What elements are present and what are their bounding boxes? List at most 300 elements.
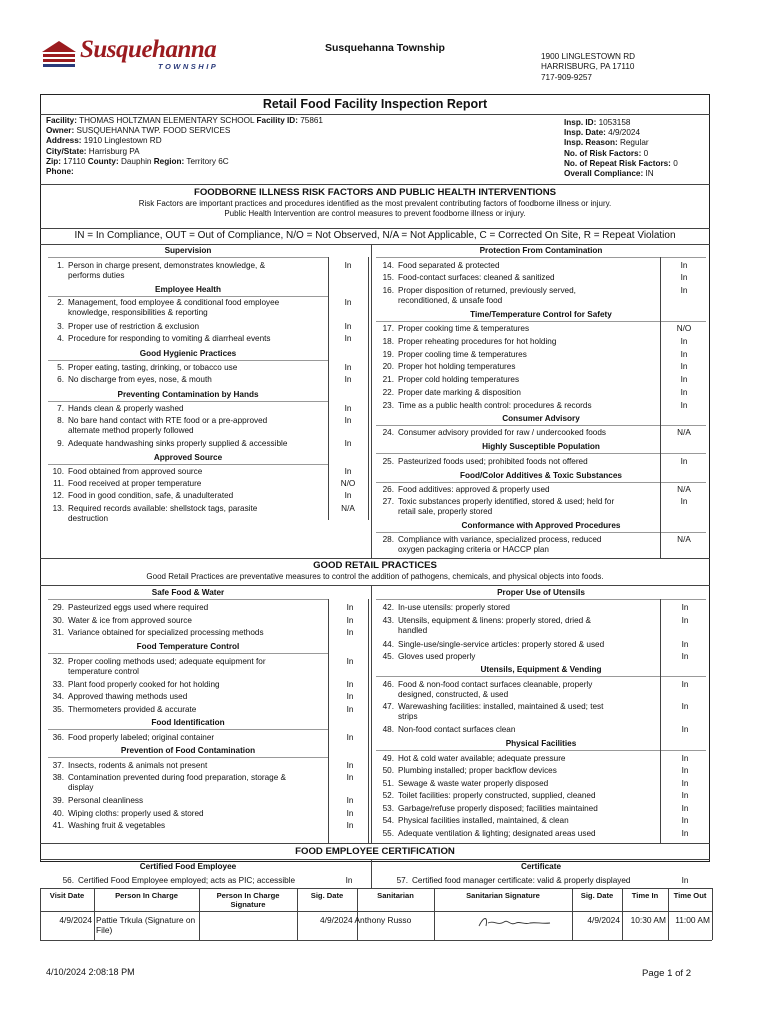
item-text-line xyxy=(44,680,220,690)
item-text-line xyxy=(374,261,500,271)
item-number: 39. xyxy=(52,796,64,805)
subheading-rule xyxy=(376,425,706,426)
item-text: Adequate ventilation & lighting; designated areas used xyxy=(398,829,596,838)
time-in-cell: 10:30 AM xyxy=(630,915,666,925)
item-text-line xyxy=(44,467,202,477)
item-text-line xyxy=(374,545,601,555)
risk-section-desc: Public Health Intervention are control measures to prevent foodborne illness or injury. xyxy=(224,209,526,218)
subheading: Good Hygienic Practices xyxy=(139,349,237,358)
inspection-info xyxy=(564,118,678,179)
item-text-line xyxy=(44,363,237,373)
risk-right-item-status: In xyxy=(680,401,688,410)
item-text-line xyxy=(374,497,614,507)
column-divider xyxy=(371,585,372,843)
item-text: Food in good condition, safe, & unadulterated xyxy=(68,491,234,500)
risk-section-desc: Risk Factors are important practices and procedures identified as the most prevalent contributing factors of foodborne illness or injury. xyxy=(138,199,612,208)
item-text-line xyxy=(374,324,529,334)
item-text-line xyxy=(44,809,204,819)
item-text: Management, food employee & conditional food employee xyxy=(68,298,280,307)
item-text: Plant food properly cooked for hot holding xyxy=(68,680,220,689)
org-address-line: 717-909-9257 xyxy=(541,72,592,82)
risk-count-label: No. of Risk Factors: xyxy=(564,148,642,158)
risk-right-item xyxy=(374,388,521,398)
item-number: 54. xyxy=(382,816,394,825)
item-text-line xyxy=(44,705,196,715)
good-left-item-status: In xyxy=(346,773,354,782)
item-number: 32. xyxy=(52,657,64,666)
risk-right-item-status: In xyxy=(680,273,688,282)
good-right-item-status: In xyxy=(681,816,689,825)
good-right-item-status: In xyxy=(681,603,689,612)
risk-left-item-status: In xyxy=(344,439,352,448)
subheading-rule xyxy=(48,599,328,600)
item-text: Approved thawing methods used xyxy=(68,692,188,701)
compliance-value: IN xyxy=(645,169,654,179)
item-number: 18. xyxy=(382,337,394,346)
subheading-rule xyxy=(48,257,328,258)
item-text: Food-contact surfaces: cleaned & sanitized xyxy=(398,273,555,282)
item-text: Certified food manager certificate: valid & properly displayed xyxy=(412,876,631,885)
table-rule xyxy=(40,911,712,912)
risk-right-item xyxy=(374,497,614,516)
item-text: Food obtained from approved source xyxy=(68,467,203,476)
phone-label: Phone: xyxy=(46,167,74,177)
good-left-item-status: In xyxy=(346,705,354,714)
subheading-rule xyxy=(48,729,328,730)
item-text: Washing fruit & vegetables xyxy=(68,821,166,830)
subheading: Food Identification xyxy=(151,718,225,727)
item-number: 49. xyxy=(382,754,394,763)
item-text: designed, constructed, & used xyxy=(398,689,509,699)
item-number: 2. xyxy=(57,298,64,307)
good-left-item-status: In xyxy=(346,809,354,818)
item-text-line xyxy=(44,821,165,831)
item-text-line xyxy=(374,485,550,495)
item-number: 38. xyxy=(52,773,64,782)
item-text: Person in charge present, demonstrates knowledge, & xyxy=(68,261,266,270)
org-name: Susquehanna Township xyxy=(325,42,445,54)
cert-section-title: FOOD EMPLOYEE CERTIFICATION xyxy=(295,846,455,857)
item-number: 11. xyxy=(53,479,64,488)
item-text-line xyxy=(44,271,265,281)
subheading-rule xyxy=(48,757,328,758)
facility-id-value: 75861 xyxy=(300,116,323,125)
table-rule xyxy=(40,888,712,889)
item-number: 7. xyxy=(57,404,64,413)
item-text: Procedure for responding to vomiting & diarrheal events xyxy=(68,334,271,343)
item-text: Food received at proper temperature xyxy=(68,479,202,488)
item-text-line xyxy=(374,362,515,372)
risk-right-item-status: N/O xyxy=(676,324,692,333)
item-text: Single-use/single-service articles: properly stored & used xyxy=(398,640,605,649)
item-text: Proper hot holding temperatures xyxy=(398,362,516,371)
column-divider xyxy=(328,599,329,843)
item-number: 45. xyxy=(382,652,394,661)
item-text: Proper eating, tasting, drinking, or tobacco use xyxy=(68,363,238,372)
item-number: 17. xyxy=(382,324,394,333)
insp-date-label: Insp. Date: xyxy=(564,128,606,138)
good-right-item-status: In xyxy=(681,779,689,788)
insp-reason-value: Regular xyxy=(619,138,649,148)
item-text: Proper cold holding temperatures xyxy=(398,375,520,384)
item-text: Consumer advisory provided for raw / undercooked foods xyxy=(398,428,606,437)
column-divider xyxy=(368,257,369,520)
item-text: Food properly labeled; original container xyxy=(68,733,215,742)
item-number: 33. xyxy=(52,680,64,689)
risk-left-item xyxy=(44,467,202,477)
item-text: Proper use of restriction & exclusion xyxy=(68,322,200,331)
good-right-item-status: In xyxy=(681,804,689,813)
good-right-item xyxy=(374,816,569,826)
visit-header-cell: Visit Date xyxy=(49,891,85,900)
item-text: alternate method properly followed xyxy=(68,425,194,435)
city-value: Harrisburg PA xyxy=(88,146,140,156)
item-text-line xyxy=(44,322,199,332)
item-text-line xyxy=(374,296,576,306)
risk-left-item-status: In xyxy=(344,375,352,384)
item-number: 9. xyxy=(57,439,64,448)
region-label: Region: xyxy=(153,156,185,166)
item-number: 14. xyxy=(382,261,394,270)
good-right-item-status: In xyxy=(681,680,689,689)
item-text: Garbage/refuse properly disposed; facilities maintained xyxy=(398,804,598,813)
risk-left-item xyxy=(44,334,271,344)
cert-item-56 xyxy=(54,876,295,886)
item-text-line xyxy=(374,626,591,636)
item-text: Wiping cloths: properly used & stored xyxy=(68,809,204,818)
item-text-line xyxy=(374,273,555,283)
risk-count-value: 0 xyxy=(643,148,649,158)
item-text: Food additives: approved & properly used xyxy=(398,485,550,494)
item-text: Compliance with variance, specialized process, reduced xyxy=(398,535,602,544)
risk-right-item xyxy=(374,535,601,554)
item-number: 27. xyxy=(382,497,394,506)
item-text: Proper date marking & disposition xyxy=(398,388,521,397)
subheading: Utensils, Equipment & Vending xyxy=(480,665,602,674)
item-text-line xyxy=(374,690,592,700)
page-number: Page 1 of 2 xyxy=(642,968,692,979)
item-text: Pasteurized foods used; prohibited foods not offered xyxy=(398,457,588,466)
item-number: 10. xyxy=(52,467,64,476)
risk-right-item xyxy=(374,485,550,495)
item-text-line xyxy=(374,816,569,826)
item-number: 53. xyxy=(382,804,394,813)
good-left-item xyxy=(44,628,264,638)
good-right-item xyxy=(374,702,603,721)
subheading-rule xyxy=(376,453,706,454)
item-text-line xyxy=(44,628,264,638)
item-text-line xyxy=(44,761,207,771)
subheading-rule xyxy=(48,653,328,654)
good-left-item-status: In xyxy=(346,680,354,689)
item-text-line xyxy=(374,350,527,360)
report-title: Retail Food Facility Inspection Report xyxy=(262,97,488,111)
good-right-item-status: In xyxy=(681,702,689,711)
item-text: Variance obtained for specialized processing methods xyxy=(68,628,264,637)
cert-right-subheading: Certificate xyxy=(520,862,562,871)
good-left-item-status: In xyxy=(346,628,354,637)
good-left-item xyxy=(44,680,220,690)
good-left-item xyxy=(44,657,266,676)
subheading: Employee Health xyxy=(155,285,221,294)
cert-item-56-status: In xyxy=(345,876,353,885)
item-text-line xyxy=(44,261,265,271)
risk-left-item-status: N/A xyxy=(341,504,355,513)
item-text-line xyxy=(44,479,201,489)
item-text: oxygen packaging criteria or HACCP plan xyxy=(398,544,549,554)
item-number: 40. xyxy=(52,809,64,818)
cert-item-57-status: In xyxy=(681,876,689,885)
item-text-line xyxy=(374,616,591,626)
good-left-item-status: In xyxy=(346,603,354,612)
item-text: Pasteurized eggs used where required xyxy=(68,603,209,612)
good-section-desc: Good Retail Practices are preventative measures to control the addition of pathogens, chemicals, and physical objects into foods. xyxy=(146,572,604,581)
item-text: Proper cooling methods used; adequate equipment for xyxy=(68,657,266,666)
item-number: 42. xyxy=(382,603,394,612)
item-text: Water & ice from approved source xyxy=(68,616,192,625)
org-address-line: 1900 LINGLESTOWN RD xyxy=(541,52,636,61)
item-number: 36. xyxy=(52,733,64,742)
risk-right-item xyxy=(374,273,555,283)
item-text: Food & non-food contact surfaces cleanable, properly xyxy=(398,680,593,689)
good-left-item xyxy=(44,692,187,702)
item-text-line xyxy=(374,286,576,296)
item-number: 48. xyxy=(382,725,394,734)
item-text: Food separated & protected xyxy=(398,261,500,270)
owner-label: Owner: xyxy=(46,126,75,136)
item-number: 6. xyxy=(57,375,64,384)
risk-left-item xyxy=(44,491,233,501)
subheading: Protection From Contamination xyxy=(479,246,603,255)
item-number: 44. xyxy=(382,640,394,649)
item-text-line xyxy=(374,535,601,545)
insp-id-value: 1053158 xyxy=(598,118,631,127)
item-text-line xyxy=(44,692,187,702)
item-text: knowledge, responsibilities & reporting xyxy=(68,307,208,317)
item-number: 50. xyxy=(382,766,394,775)
sanitarian-sig-date-cell: 4/9/2024 xyxy=(587,915,620,925)
subheading-rule xyxy=(376,599,706,600)
risk-left-item xyxy=(44,479,201,489)
item-text: Plumbing installed; proper backflow devices xyxy=(398,766,557,775)
item-text: In-use utensils: properly stored xyxy=(398,603,510,612)
good-left-item-status: In xyxy=(346,821,354,830)
item-text: Certified Food Employee employed; acts as PIC; accessible xyxy=(78,876,296,885)
risk-right-item xyxy=(374,286,576,305)
item-number: 4. xyxy=(57,334,64,343)
good-right-item xyxy=(374,680,592,699)
subheading-rule xyxy=(48,464,328,465)
risk-right-item-status: In xyxy=(680,388,688,397)
good-left-item xyxy=(44,603,208,613)
good-right-item xyxy=(374,804,598,814)
item-text: Physical facilities installed, maintained, & clean xyxy=(398,816,569,825)
visit-header-cell: Sanitarian xyxy=(377,891,414,900)
visit-header-cell: Sig. Date xyxy=(580,891,614,900)
item-text: Thermometers provided & accurate xyxy=(68,705,197,714)
risk-right-item-status: In xyxy=(680,497,688,506)
item-text-line xyxy=(374,804,598,814)
compliance-label: Overall Compliance: xyxy=(564,169,644,179)
good-left-item-status: In xyxy=(346,657,354,666)
county-label: County: xyxy=(87,156,119,166)
item-text: Proper reheating procedures for hot holding xyxy=(398,337,557,346)
item-text: performs duties xyxy=(68,270,125,280)
item-number: 57. xyxy=(396,876,408,885)
item-number: 21. xyxy=(382,375,394,384)
item-text: strips xyxy=(398,711,418,721)
good-right-item xyxy=(374,652,475,662)
org-address-line: HARRISBURG, PA 17110 xyxy=(541,62,635,72)
risk-right-item-status: In xyxy=(680,337,688,346)
item-text: Contamination prevented during food preparation, storage & xyxy=(68,773,287,782)
item-text-line xyxy=(374,712,603,722)
zip-label: Zip: xyxy=(46,156,62,166)
facility-label: Facility: xyxy=(46,116,77,125)
item-text-line xyxy=(374,680,592,690)
risk-left-item-status: In xyxy=(344,298,352,307)
column-divider xyxy=(371,859,372,888)
visit-header-cell: Time Out xyxy=(673,891,707,900)
column-divider xyxy=(712,888,713,940)
item-text: retail sale, properly stored xyxy=(398,506,493,516)
subheading: Approved Source xyxy=(153,453,223,462)
person-in-charge-cell: Pattie Trkula (Signature on File) xyxy=(96,915,196,935)
risk-right-item-status: N/A xyxy=(677,535,691,544)
item-text: Non-food contact surfaces clean xyxy=(398,725,516,734)
item-number: 28. xyxy=(382,535,394,544)
subheading-rule xyxy=(376,321,706,322)
subheading: Supervision xyxy=(164,246,212,255)
item-number: 37. xyxy=(52,761,64,770)
risk-left-item-status: In xyxy=(344,491,352,500)
good-right-item-status: In xyxy=(681,616,689,625)
item-text-line xyxy=(374,507,614,517)
column-divider xyxy=(328,257,329,520)
item-text-line xyxy=(44,298,279,308)
item-text-line xyxy=(44,733,214,743)
column-divider xyxy=(368,599,369,843)
risk-right-item-status: In xyxy=(680,362,688,371)
logo-wordmark: Susquehanna xyxy=(80,36,217,63)
item-number: 8. xyxy=(57,416,64,425)
insp-id-label: Insp. ID: xyxy=(564,118,597,127)
good-right-item xyxy=(374,779,548,789)
item-number: 13. xyxy=(52,504,64,513)
subheading-rule xyxy=(48,360,328,361)
item-number: 35. xyxy=(52,705,64,714)
good-right-item-status: In xyxy=(681,725,689,734)
item-text-line xyxy=(44,603,208,613)
visit-header-cell: Sanitarian Signature xyxy=(466,891,540,900)
item-text: reconditioned, & unsafe food xyxy=(398,295,503,305)
item-text-line xyxy=(44,334,271,344)
sanitarian-cell: 4/9/2024 Anthony Russo xyxy=(320,915,412,925)
risk-right-item xyxy=(374,375,519,385)
subheading-rule xyxy=(376,257,706,258)
visit-header-cell: Time In xyxy=(631,891,659,900)
item-text-line xyxy=(374,829,596,839)
item-text: Hot & cold water available; adequate pressure xyxy=(398,754,566,763)
risk-right-item-status: N/A xyxy=(677,485,691,494)
item-text-line xyxy=(374,603,510,613)
item-text: display xyxy=(68,782,94,792)
item-number: 24. xyxy=(382,428,394,437)
sanitarian-signature-image xyxy=(476,914,556,932)
risk-right-item-status: N/A xyxy=(677,428,691,437)
risk-left-item xyxy=(44,375,212,385)
item-text-line xyxy=(44,616,192,626)
item-text: Proper cooking time & temperatures xyxy=(398,324,530,333)
item-text-line xyxy=(374,388,521,398)
item-text-line xyxy=(374,337,556,347)
subheading-rule xyxy=(48,296,328,297)
good-right-item xyxy=(374,766,557,776)
good-right-item-status: In xyxy=(681,754,689,763)
item-text-line xyxy=(44,773,286,783)
item-number: 46. xyxy=(382,680,394,689)
risk-right-item xyxy=(374,261,500,271)
risk-right-item xyxy=(374,337,556,347)
item-text: Warewashing facilities: installed, maintained & used; test xyxy=(398,702,604,711)
item-text-line xyxy=(44,439,287,449)
risk-left-item xyxy=(44,322,199,332)
subheading: Preventing Contamination by Hands xyxy=(117,390,259,399)
county-value: Dauphin xyxy=(120,156,152,166)
printed-timestamp: 4/10/2024 2:08:18 PM xyxy=(46,967,135,977)
risk-right-item-status: In xyxy=(680,457,688,466)
item-text-line xyxy=(374,791,596,801)
subheading: Safe Food & Water xyxy=(151,588,225,597)
risk-right-item xyxy=(374,428,606,438)
item-number: 15. xyxy=(382,273,394,282)
facility-value: THOMAS HOLTZMAN ELEMENTARY SCHOOL xyxy=(79,116,255,125)
item-number: 56. xyxy=(62,876,74,885)
risk-left-item-status: In xyxy=(344,322,352,331)
risk-right-item-status: In xyxy=(680,286,688,295)
item-number: 34. xyxy=(52,692,64,701)
org-address xyxy=(541,52,635,83)
risk-right-item-status: In xyxy=(680,375,688,384)
subheading: Consumer Advisory xyxy=(502,414,580,423)
subheading: Physical Facilities xyxy=(505,739,577,748)
item-number: 41. xyxy=(52,821,64,830)
item-number: 55. xyxy=(382,829,394,838)
repeat-count-value: 0 xyxy=(673,158,678,168)
item-text: handled xyxy=(398,625,428,635)
facility-id-label: Facility ID: xyxy=(256,116,298,125)
logo-township: TOWNSHIP xyxy=(158,62,219,71)
item-number: 12. xyxy=(52,491,64,500)
item-number: 20. xyxy=(382,362,394,371)
item-text-line xyxy=(44,667,266,677)
subheading: Prevention of Food Contamination xyxy=(120,746,256,755)
risk-left-item-status: In xyxy=(344,261,352,270)
good-right-item xyxy=(374,640,604,650)
good-right-item xyxy=(374,725,515,735)
item-number: 23. xyxy=(382,401,394,410)
risk-right-item xyxy=(374,401,592,411)
item-text: Proper cooling time & temperatures xyxy=(398,350,527,359)
item-number: 25. xyxy=(382,457,394,466)
item-number: 31. xyxy=(52,628,64,637)
risk-right-item-status: In xyxy=(680,261,688,270)
item-number: 3. xyxy=(57,322,64,331)
subheading: Proper Use of Utensils xyxy=(497,588,585,597)
insp-reason-label: Insp. Reason: xyxy=(564,138,618,148)
item-text-line xyxy=(44,404,184,414)
risk-left-item-status: N/O xyxy=(340,479,356,488)
